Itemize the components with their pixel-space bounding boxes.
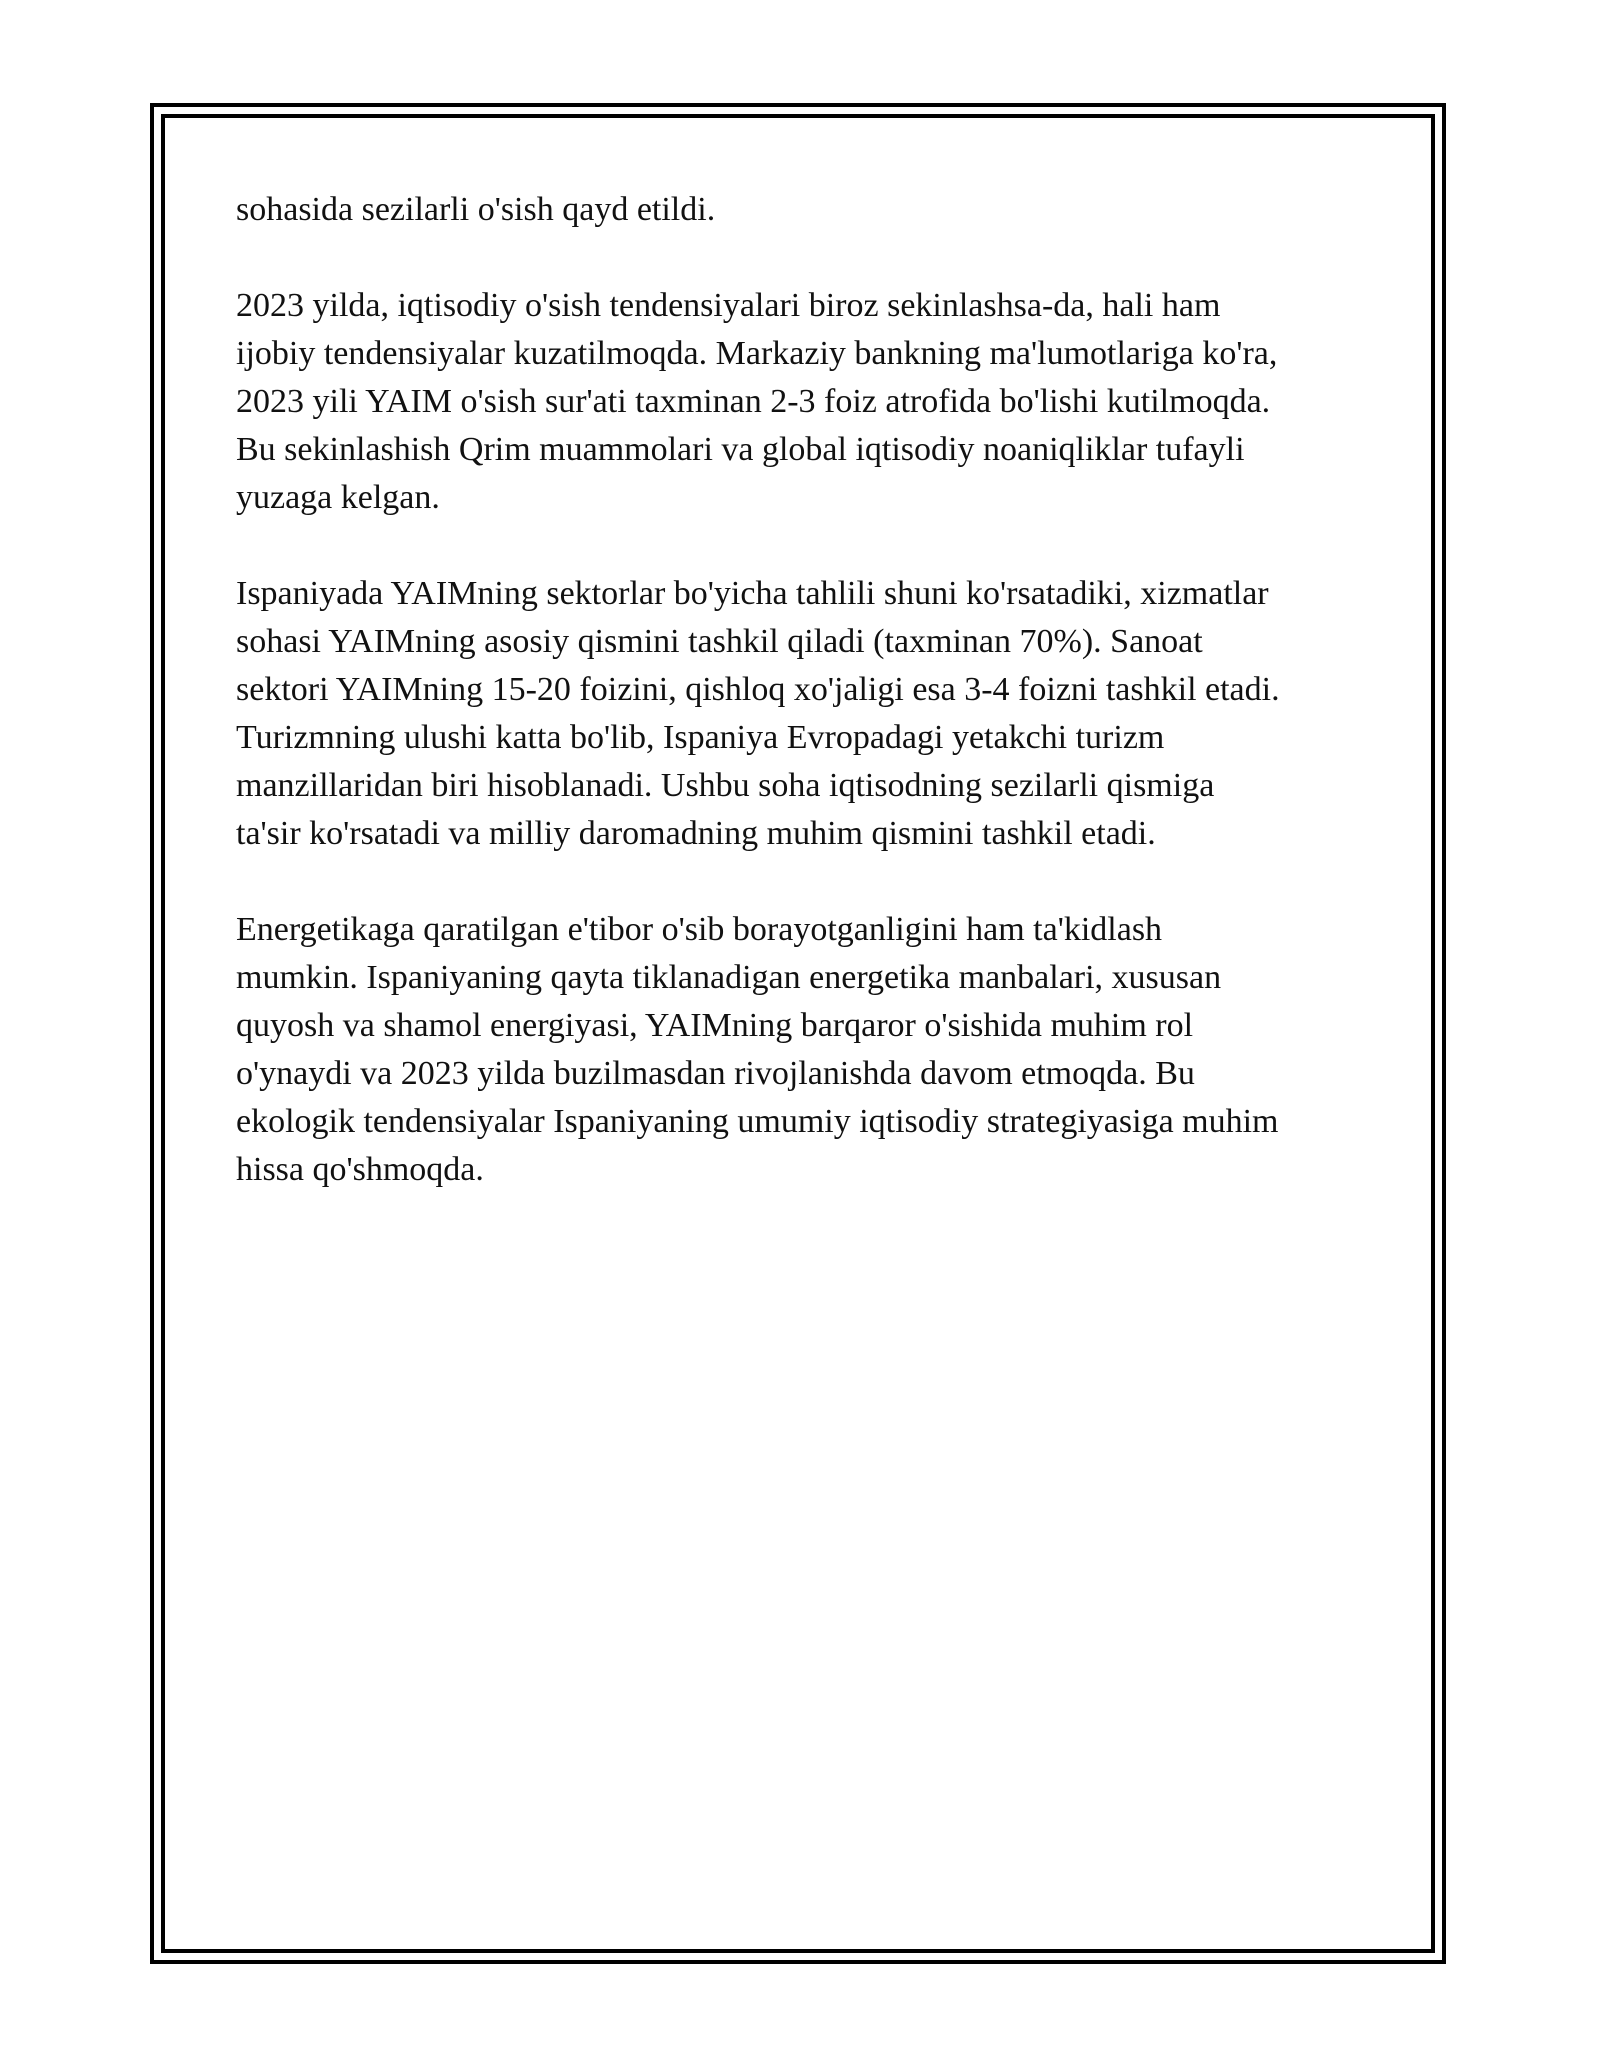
text-line: hissa qo'shmoqda. — [236, 1151, 484, 1188]
text-line: o'ynaydi va 2023 yilda buzilmasdan rivojlanishda davom etmoqda. Bu — [236, 1055, 1195, 1092]
text-line: mumkin. Ispaniyaning qayta tiklanadigan energetika manbalari, xususan — [236, 959, 1222, 996]
text-line: quyosh va shamol energiyasi, YAIMning barqaror o'sishida muhim rol — [236, 1007, 1194, 1044]
text-line: Bu sekinlashish Qrim muammolari va global iqtisodiy noaniqliklar tufayli — [236, 431, 1245, 468]
text-line: ijobiy tendensiyalar kuzatilmoqda. Markaziy bankning ma'lumotlariga ko'ra, — [236, 335, 1278, 372]
paragraph — [236, 186, 1376, 234]
text-line: 2023 yili YAIM o'sish sur'ati taxminan 2-3 foiz atrofida bo'lishi kutilmoqda. — [236, 383, 1271, 420]
text-line: Turizmning ulushi katta bo'lib, Ispaniya Evropadagi yetakchi turizm — [236, 719, 1165, 756]
document-body — [236, 186, 1376, 1242]
paragraph — [236, 282, 1376, 522]
text-line: Ispaniyada YAIMning sektorlar bo'yicha tahlili shuni ko'rsatadiki, xizmatlar — [236, 575, 1269, 612]
text-line: sektori YAIMning 15-20 foizini, qishloq xo'jaligi esa 3-4 foizni tashkil etadi. — [236, 671, 1280, 708]
text-line: ekologik tendensiyalar Ispaniyaning umumiy iqtisodiy strategiyasiga muhim — [236, 1103, 1279, 1140]
text-line: yuzaga kelgan. — [236, 479, 440, 516]
paragraph — [236, 906, 1376, 1194]
text-line: manzillaridan biri hisoblanadi. Ushbu soha iqtisodning sezilarli qismiga — [236, 767, 1215, 804]
text-line: ta'sir ko'rsatadi va milliy daromadning muhim qismini tashkil etadi. — [236, 815, 1156, 852]
text-line: 2023 yilda, iqtisodiy o'sish tendensiyalari biroz sekinlashsa-da, hali ham — [236, 287, 1221, 324]
text-line: Energetikaga qaratilgan e'tibor o'sib borayotganligini ham ta'kidlash — [236, 911, 1163, 948]
text-line: sohasi YAIMning asosiy qismini tashkil qiladi (taxminan 70%). Sanoat — [236, 623, 1203, 660]
paragraph — [236, 570, 1376, 858]
text-line: sohasida sezilarli o'sish qayd etildi. — [236, 191, 716, 228]
